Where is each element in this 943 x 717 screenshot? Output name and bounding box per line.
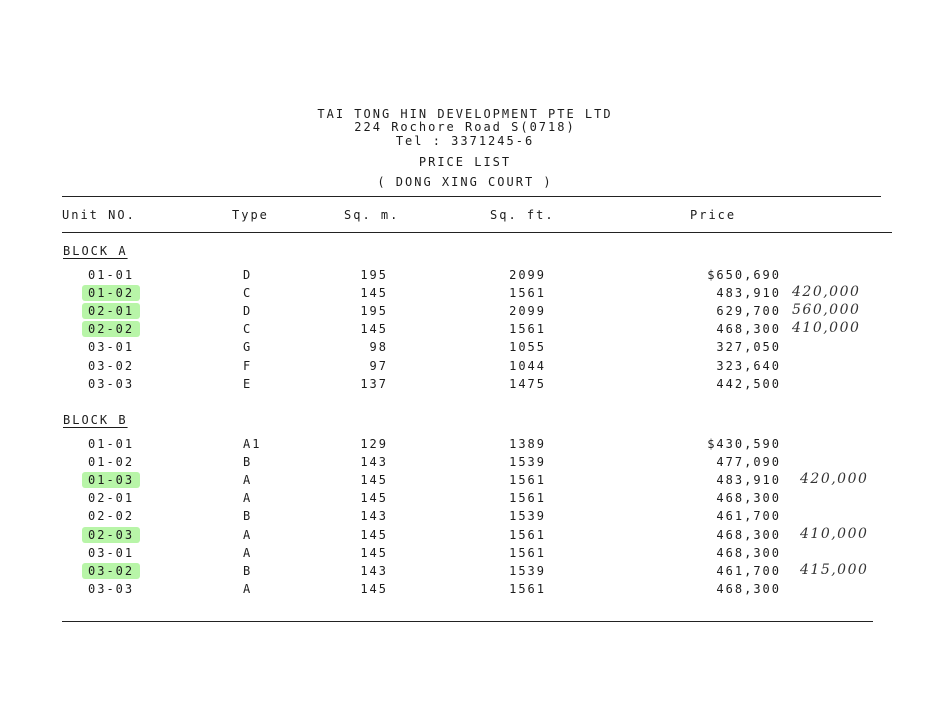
unit-price: 323,640 bbox=[716, 359, 781, 373]
handwritten-note: 420,000 bbox=[792, 284, 861, 300]
area-sqft: 1539 bbox=[509, 455, 546, 469]
highlighted-unit: 02-02 bbox=[82, 321, 140, 337]
company-telephone: Tel : 3371245-6 bbox=[395, 134, 535, 148]
unit-type: A bbox=[243, 473, 253, 487]
area-sqft: 2099 bbox=[509, 268, 546, 282]
unit-price: 468,300 bbox=[716, 322, 781, 336]
unit-price: 468,300 bbox=[716, 528, 781, 542]
unit-type: B bbox=[243, 509, 253, 523]
unit-number: 03-02 bbox=[88, 359, 135, 373]
unit-number: 02-02 bbox=[88, 509, 135, 523]
unit-number: 02-01 bbox=[88, 491, 135, 505]
area-sqft: 1561 bbox=[509, 546, 546, 560]
unit-type: A bbox=[243, 528, 253, 542]
unit-number: 01-01 bbox=[88, 268, 135, 282]
unit-type: B bbox=[243, 455, 253, 469]
block-title: BLOCK B bbox=[63, 413, 128, 427]
highlighted-unit: 01-02 bbox=[82, 285, 140, 301]
column-header-unit: Unit NO. bbox=[62, 208, 136, 222]
area-sqm: 129 bbox=[360, 437, 388, 451]
highlighted-unit: 02-03 bbox=[82, 527, 140, 543]
area-sqft: 1561 bbox=[509, 582, 546, 596]
area-sqm: 143 bbox=[360, 455, 388, 469]
handwritten-note: 560,000 bbox=[792, 302, 861, 318]
unit-type: A bbox=[243, 546, 253, 560]
area-sqm: 195 bbox=[360, 268, 388, 282]
area-sqm: 137 bbox=[360, 377, 388, 391]
highlighted-unit: 01-03 bbox=[82, 472, 140, 488]
top-rule bbox=[62, 196, 881, 197]
area-sqft: 1561 bbox=[509, 286, 546, 300]
unit-number bbox=[88, 564, 140, 578]
highlighted-unit: 02-01 bbox=[82, 303, 140, 319]
area-sqm: 145 bbox=[360, 491, 388, 505]
area-sqm: 143 bbox=[360, 509, 388, 523]
unit-type: A bbox=[243, 582, 253, 596]
unit-type: A bbox=[243, 491, 253, 505]
area-sqft: 1561 bbox=[509, 528, 546, 542]
unit-price: $650,690 bbox=[707, 268, 781, 282]
unit-number: 03-01 bbox=[88, 546, 135, 560]
unit-price: 468,300 bbox=[716, 582, 781, 596]
unit-type: A1 bbox=[243, 437, 262, 451]
area-sqft: 2099 bbox=[509, 304, 546, 318]
unit-number: 03-01 bbox=[88, 340, 135, 354]
unit-type: D bbox=[243, 304, 253, 318]
unit-price: 477,090 bbox=[716, 455, 781, 469]
unit-type: B bbox=[243, 564, 253, 578]
unit-price: 461,700 bbox=[716, 564, 781, 578]
unit-number: 01-01 bbox=[88, 437, 135, 451]
highlighted-unit: 03-02 bbox=[82, 563, 140, 579]
document-title: PRICE LIST bbox=[418, 155, 512, 169]
project-name: ( DONG XING COURT ) bbox=[377, 175, 553, 189]
handwritten-note: 410,000 bbox=[800, 526, 869, 542]
unit-type: C bbox=[243, 286, 253, 300]
unit-type: F bbox=[243, 359, 253, 373]
area-sqft: 1561 bbox=[509, 491, 546, 505]
handwritten-note: 420,000 bbox=[800, 471, 869, 487]
area-sqft: 1561 bbox=[509, 473, 546, 487]
unit-price: 468,300 bbox=[716, 491, 781, 505]
unit-number bbox=[88, 528, 140, 542]
unit-price: 461,700 bbox=[716, 509, 781, 523]
area-sqm: 97 bbox=[369, 359, 388, 373]
unit-number bbox=[88, 304, 140, 318]
area-sqft: 1475 bbox=[509, 377, 546, 391]
header-rule bbox=[62, 232, 892, 233]
area-sqm: 145 bbox=[360, 322, 388, 336]
area-sqft: 1539 bbox=[509, 509, 546, 523]
company-name: TAI TONG HIN DEVELOPMENT PTE LTD bbox=[317, 107, 613, 121]
unit-price: 327,050 bbox=[716, 340, 781, 354]
unit-number: 03-03 bbox=[88, 582, 135, 596]
unit-price: 442,500 bbox=[716, 377, 781, 391]
unit-number: 03-03 bbox=[88, 377, 135, 391]
unit-number: 01-02 bbox=[88, 455, 135, 469]
unit-type: G bbox=[243, 340, 253, 354]
unit-type: C bbox=[243, 322, 253, 336]
bottom-rule bbox=[62, 621, 873, 622]
company-address: 224 Rochore Road S(0718) bbox=[354, 120, 576, 134]
unit-price: 483,910 bbox=[716, 473, 781, 487]
unit-type: D bbox=[243, 268, 253, 282]
handwritten-note: 410,000 bbox=[792, 320, 861, 336]
area-sqm: 98 bbox=[369, 340, 388, 354]
area-sqft: 1044 bbox=[509, 359, 546, 373]
unit-type: E bbox=[243, 377, 253, 391]
area-sqm: 145 bbox=[360, 546, 388, 560]
column-header-sqft: Sq. ft. bbox=[490, 208, 555, 222]
column-header-price: Price bbox=[690, 208, 737, 222]
area-sqft: 1055 bbox=[509, 340, 546, 354]
block-title: BLOCK A bbox=[63, 244, 128, 258]
unit-price: 468,300 bbox=[716, 546, 781, 560]
area-sqm: 145 bbox=[360, 582, 388, 596]
area-sqm: 145 bbox=[360, 286, 388, 300]
unit-price: 483,910 bbox=[716, 286, 781, 300]
unit-number bbox=[88, 322, 140, 336]
unit-price: 629,700 bbox=[716, 304, 781, 318]
area-sqm: 145 bbox=[360, 528, 388, 542]
area-sqm: 143 bbox=[360, 564, 388, 578]
area-sqm: 195 bbox=[360, 304, 388, 318]
unit-price: $430,590 bbox=[707, 437, 781, 451]
unit-number bbox=[88, 286, 140, 300]
unit-number bbox=[88, 473, 140, 487]
area-sqm: 145 bbox=[360, 473, 388, 487]
area-sqft: 1539 bbox=[509, 564, 546, 578]
area-sqft: 1561 bbox=[509, 322, 546, 336]
area-sqft: 1389 bbox=[509, 437, 546, 451]
handwritten-note: 415,000 bbox=[800, 562, 869, 578]
column-header-type: Type bbox=[232, 208, 269, 222]
column-header-sqm: Sq. m. bbox=[344, 208, 400, 222]
